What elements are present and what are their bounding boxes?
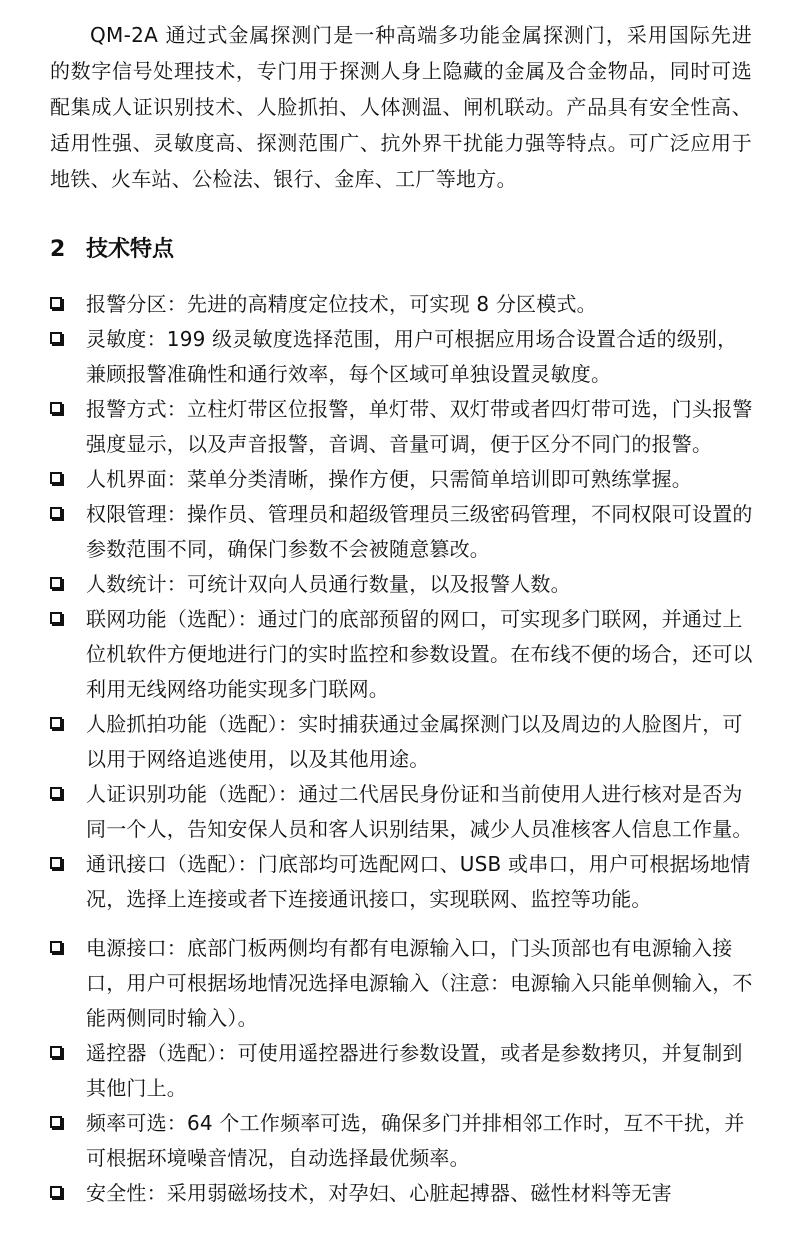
feature-text: 通讯接口（选配）：门底部均可选配网口、USB 或串口，用户可根据场地情况，选择上连接或者下连接通讯接口，实现联网、监控等功能。	[86, 852, 751, 911]
checkbox-bullet-icon	[50, 717, 62, 729]
checkbox-bullet-icon	[50, 577, 62, 589]
checkbox-bullet-icon	[50, 1186, 62, 1198]
feature-text: 频率可选：64 个工作频率可选，确保多门并排相邻工作时，互不干扰，并可根据环境噪音情况，自动选择最优频率。	[86, 1111, 745, 1170]
feature-text: 权限管理：操作员、管理员和超级管理员三级密码管理，不同权限可设置的参数范围不同，确保门参数不会被随意篡改。	[86, 502, 753, 561]
feature-text: 灵敏度：199 级灵敏度选择范围，用户可根据应用场合设置合适的级别，兼顾报警准确性和通行效率，每个区域可单独设置灵敏度。	[86, 327, 738, 386]
feature-text: 遥控器（选配）：可使用遥控器进行参数设置，或者是参数拷贝，并复制到其他门上。	[86, 1041, 743, 1100]
feature-item-alarm-mode	[0, 392, 800, 462]
feature-item-safety	[0, 1176, 800, 1211]
feature-text: 报警分区：先进的高精度定位技术，可实现 8 分区模式。	[86, 292, 597, 316]
feature-text: 电源接口：底部门板两侧均有都有电源输入口，门头顶部也有电源输入接口，用户可根据场地情况选择电源输入（注意：电源输入只能单侧输入，不能两侧同时输入）。	[86, 936, 753, 1030]
feature-text: 人数统计：可统计双向人员通行数量，以及报警人数。	[86, 572, 571, 596]
feature-text: 报警方式：立柱灯带区位报警，单灯带、双灯带或者四灯带可选，门头报警强度显示，以及声音报警，音调、音量可调，便于区分不同门的报警。	[86, 397, 753, 456]
feature-item-power-interface	[0, 931, 800, 1036]
feature-item-hmi	[0, 462, 800, 497]
feature-text: 人脸抓拍功能（选配）：实时捕获通过金属探测门以及周边的人脸图片，可以用于网络追逃使用，以及其他用途。	[86, 712, 743, 771]
checkbox-bullet-icon	[50, 1046, 62, 1058]
checkbox-bullet-icon	[50, 787, 62, 799]
feature-item-counting	[0, 567, 800, 602]
section-heading	[50, 232, 174, 268]
checkbox-bullet-icon	[50, 1116, 62, 1128]
feature-item-id-verification	[0, 777, 800, 847]
feature-item-face-capture	[0, 707, 800, 777]
feature-item-alarm-zones	[0, 287, 800, 322]
section-number: 2	[50, 237, 66, 262]
checkbox-bullet-icon	[50, 402, 62, 414]
feature-item-comm-interface	[0, 847, 800, 917]
feature-item-frequency	[0, 1106, 800, 1176]
feature-text: 联网功能（选配）：通过门的底部预留的网口，可实现多门联网，并通过上位机软件方便地进行门的实时监控和参数设置。在布线不便的场合，还可以利用无线网络功能实现多门联网。	[86, 607, 753, 701]
checkbox-bullet-icon	[50, 612, 62, 624]
feature-item-networking	[0, 602, 800, 707]
feature-text: 安全性：采用弱磁场技术，对孕妇、心脏起搏器、磁性材料等无害	[86, 1181, 672, 1205]
checkbox-bullet-icon	[50, 297, 62, 309]
checkbox-bullet-icon	[50, 941, 62, 953]
checkbox-bullet-icon	[50, 472, 62, 484]
section-title: 技术特点	[86, 237, 175, 262]
checkbox-bullet-icon	[50, 332, 62, 344]
feature-item-remote-control	[0, 1036, 800, 1106]
intro-paragraph: QM-2A 通过式金属探测门是一种高端多功能金属探测门，采用国际先进的数字信号处理技术，专门用于探测人身上隐藏的金属及合金物品，同时可选配集成人证识别技术、人脸抓拍、人体测温、闸机联动。产品具有安全性高、适用性强、灵敏度高、探测范围广、抗外界干扰能力强等特点。可广泛应用于地铁、火车站、公检法、银行、金库、工厂等地方。	[50, 23, 752, 191]
feature-list	[0, 287, 800, 1211]
feature-text: 人证识别功能（选配）：通过二代居民身份证和当前使用人进行核对是否为同一个人，告知安保人员和客人识别结果，减少人员准核客人信息工作量。	[86, 782, 753, 841]
checkbox-bullet-icon	[50, 507, 62, 519]
feature-item-sensitivity	[0, 322, 800, 392]
feature-text: 人机界面：菜单分类清晰，操作方便，只需简单培训即可熟练掌握。	[86, 467, 692, 491]
checkbox-bullet-icon	[50, 857, 62, 869]
feature-item-permissions	[0, 497, 800, 567]
